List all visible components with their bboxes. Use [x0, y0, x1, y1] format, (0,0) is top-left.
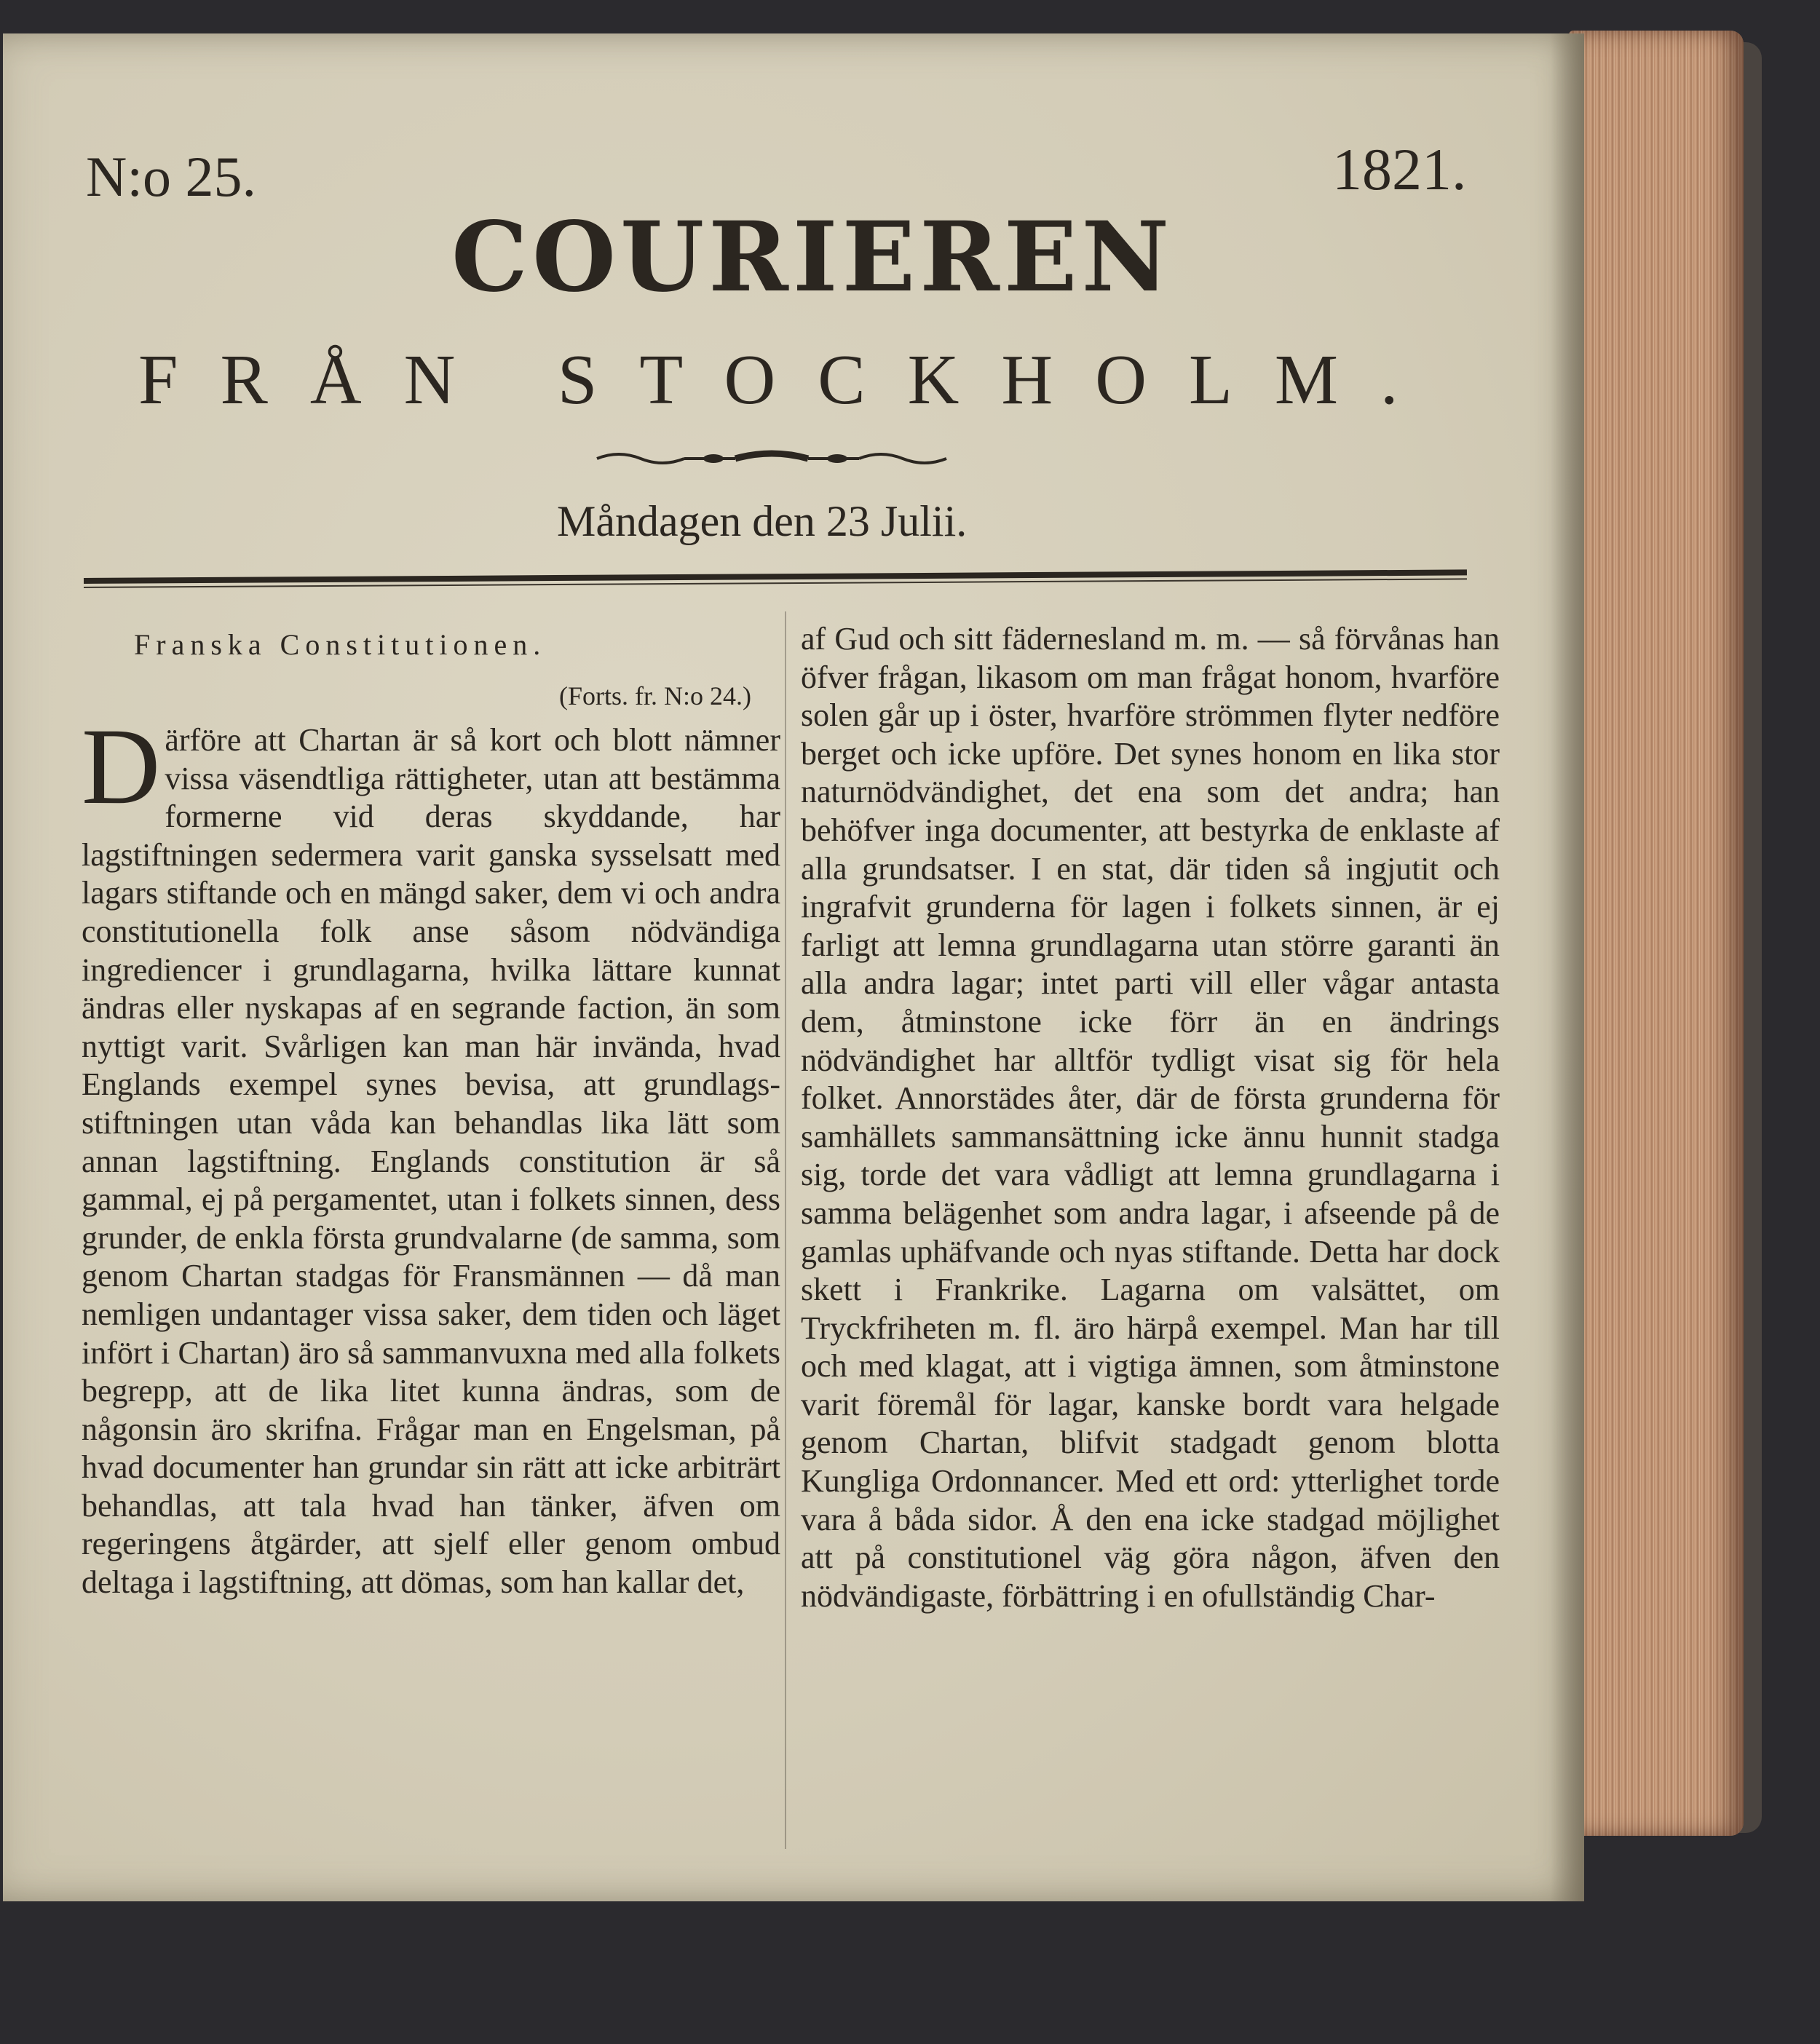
- masthead-city: FRÅN STOCKHOLM.: [138, 341, 1441, 419]
- article-title: Franska Constitutionen.: [134, 628, 547, 661]
- column-divider: [785, 611, 786, 1849]
- book-page-edges: [1569, 31, 1744, 1836]
- issue-date: Måndagen den 23 Julii.: [557, 497, 968, 545]
- issue-number: N:o 25.: [86, 145, 256, 208]
- masthead-title: COURIEREN: [451, 201, 1174, 314]
- article-text-left: ärföre att Chartan är så kort och blott nämner vissa väsendtliga rättigheter, utan att bestämma formerne vid deras skyddande, har lagstiftningen sedermera varit ganska sysselsatt med lagars stiftande och en mängd saker, dem vi och andra constitutionella folk anse såsom nödvändiga ingrediencer i grundlagarna, hvilka lättare kunnat ändras eller nyskapas af en segrande faction, än som nyttigt varit. Svårligen kan man här invända, hvad Englands exempel synes bevisa, att grundlags-stiftningen utan våda kan behandlas lika lätt som annan lagstiftning. Englands constitution är så gammal, ej på pergamentet, utan i folkets sinnen, dess grunder, de enkla första grundvalarne (de samma, som genom Chartan stadgas för Fransmännen — då man nemligen undantager vissa saker, dem tiden och läget infört i Chartan) äro så sammanvuxna med alla folkets begrepp, att de lika litet kunna ändras, som de någonsin äro skrifna. Frågar man en Engelsman, på hvad documenter han grundar sin rätt att icke arbiträrt behandlas, att tala hvad han tänker, äfven om regeringens åtgärder, att sjelf eller genom ombud deltaga i lagstiftning, att dömas, som han kallar det,: [82, 722, 780, 1601]
- article-left-column: [82, 620, 780, 1602]
- article-body-right: af Gud och sitt fädernesland m. m. — så förvånas han öfver frågan, likasom om man frågat honom, hvarföre solen går up i öster, hvarföre strömmen flyter nedföre berget och icke upföre. Det synes honom en lika stor naturnödvändighet, det ena som det andra; han behöfver inga documenter, att bestyrka de enklaste af alla grundsatser. I en stat, där tiden så ingjutit och ingrafvit grunderna för lagen i folkets sinnen, är ej farligt att lemna grundlagarna utan större garanti än alla andra lagar; intet parti vill eller vågar antasta dem, åtminstone icke förr än en ändrings nödvändighet har alltför tydligt visat sig för hela folket. Annorstädes åter, där de första grunderna för samhällets sammansättning icke ännu hunnit stadga sig, torde det vara vådligt att lemna grundlagarna i samma belägenhet som andra lagar, i afseende på de gamlas uphäfvande och nyas stiftande. Detta har dock skett i Frankrike. Lagarna om valsättet, om Tryckfriheten m. fl. äro härpå exempel. Man har till och med klagat, att i vigtiga ämnen, som åtminstone varit föremål för lagar, kanske bordt vara helgade genom Chartan, blifvit stadgadt genom blotta Kungliga Ordonnancer. Med ett ord: ytterlighet torde vara å båda sidor. Å den ena icke stadgad möjlighet att på constitutionel väg göra någon, äfven den nödvändigaste, förbättring i en ofullständig Char-: [801, 621, 1500, 1614]
- article-body-left: [82, 706, 780, 1602]
- drop-cap: D: [82, 706, 161, 827]
- article-right-column: [801, 620, 1500, 1615]
- issue-year: 1821.: [1332, 136, 1467, 202]
- continuation-note: (Forts. fr. N:o 24.): [559, 681, 751, 710]
- page-gutter-shadow: [1551, 33, 1584, 1901]
- ornament-divider-icon: [590, 443, 954, 472]
